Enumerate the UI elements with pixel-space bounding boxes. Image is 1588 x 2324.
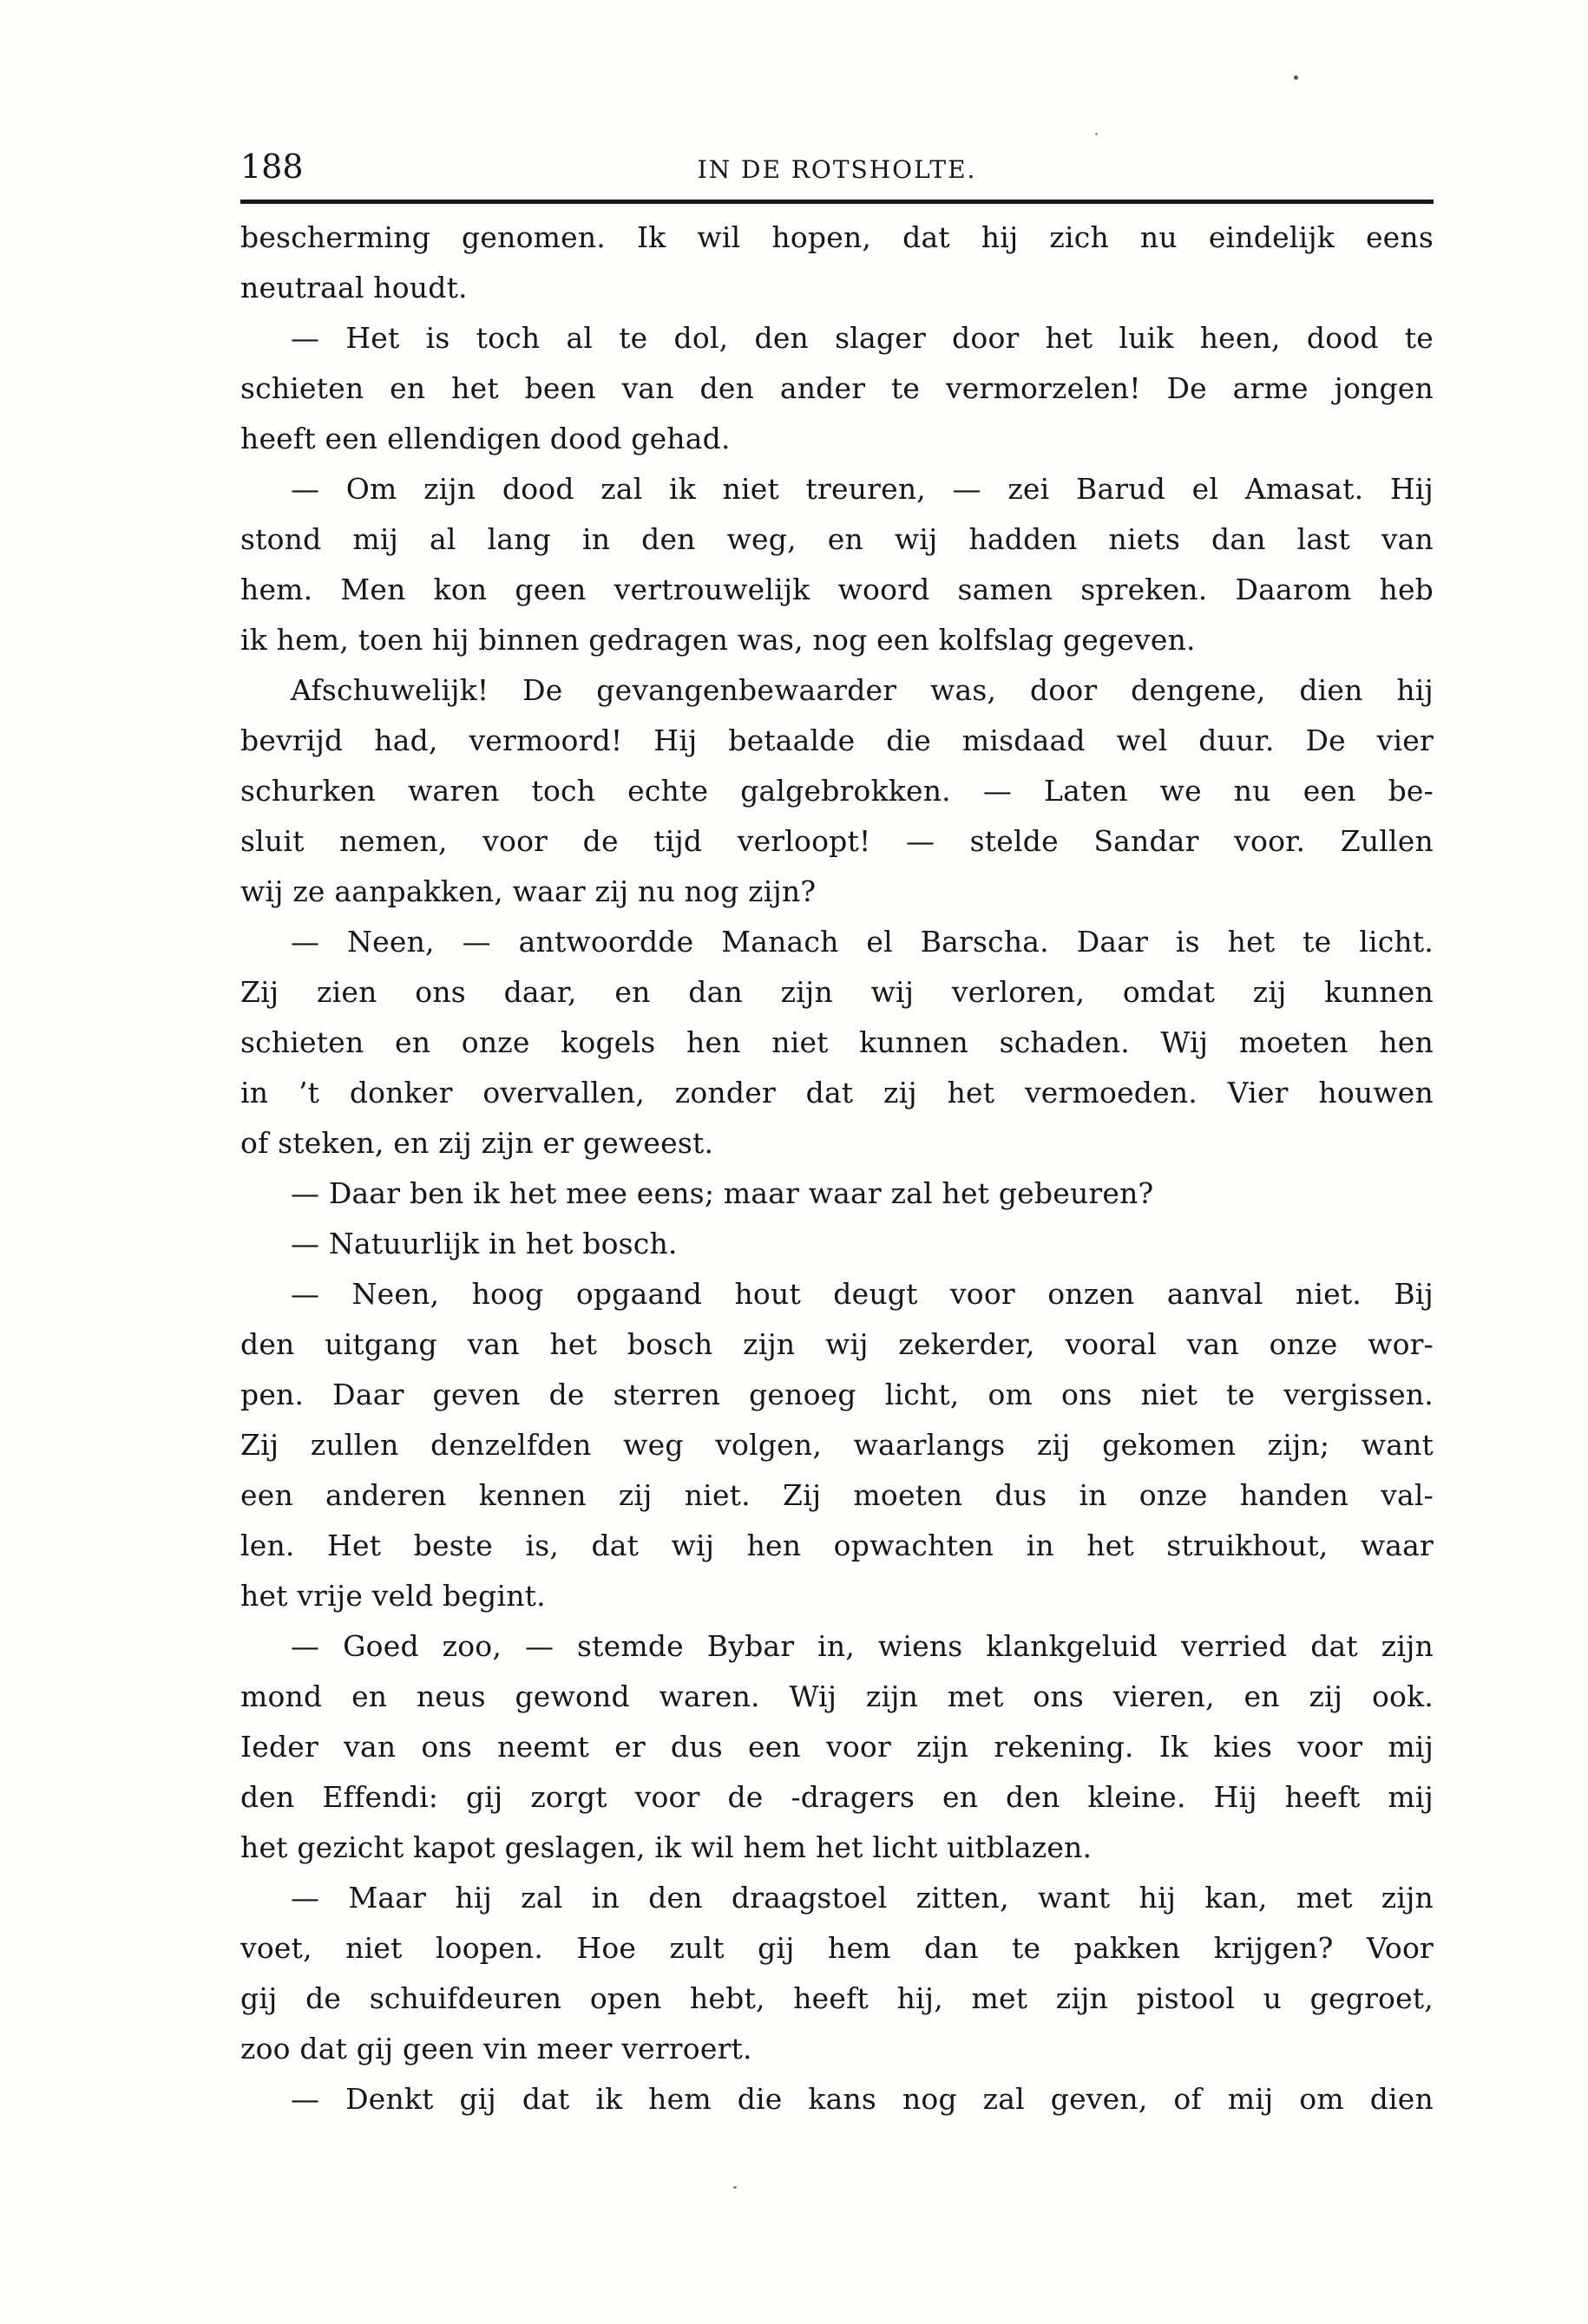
text-line: schurken waren toch echte galgebrokken. — Laten we nu een be- [240, 774, 1434, 808]
text-line: hem. Men kon geen vertrouwelijk woord samen spreken. Daarom heb [240, 573, 1434, 606]
text-line: of steken, en zij zijn er geweest. [240, 1126, 714, 1160]
page-text [240, 213, 1434, 2124]
header-rule [240, 200, 1434, 204]
page-number: 188 [240, 147, 304, 186]
text-line: — Goed zoo, — stemde Bybar in, wiens klankgeluid verried dat zijn [291, 1629, 1434, 1663]
text-line: — Natuurlijk in het bosch. [291, 1227, 678, 1260]
text-line: het gezicht kapot geslagen, ik wil hem het licht uitblazen. [240, 1830, 1093, 1864]
text-line: — Het is toch al te dol, den slager door het luik heen, dood te [291, 321, 1434, 355]
text-line: ik hem, toen hij binnen gedragen was, nog een kolfslag gegeven. [240, 623, 1196, 657]
text-line: het vrije veld begint. [240, 1579, 546, 1613]
text-line: stond mij al lang in den weg, en wij hadden niets dan last van [240, 522, 1434, 556]
text-line: pen. Daar geven de sterren genoeg licht, om ons niet te vergissen. [240, 1378, 1434, 1411]
text-line: — Om zijn dood zal ik niet treuren, — zei Barud el Amasat. Hij [291, 472, 1434, 506]
text-line: in ’t donker overvallen, zonder dat zij het vermoeden. Vier houwen [240, 1076, 1434, 1110]
text-line: gij de schuifdeuren open hebt, heeft hij, met zijn pistool u gegroet, [240, 1981, 1434, 2015]
text-line: Zij zullen denzelfden weg volgen, waarlangs zij gekomen zijn; want [240, 1428, 1434, 1462]
text-line: bescherming genomen. Ik wil hopen, dat hij zich nu eindelijk eens [240, 220, 1434, 254]
ink-speck [1095, 133, 1098, 135]
page-header [240, 147, 1434, 189]
text-line: len. Het beste is, dat wij hen opwachten in het struikhout, waar [240, 1529, 1434, 1562]
text-line: den Effendi: gij zorgt voor de -dragers en den kleine. Hij heeft mij [240, 1780, 1434, 1814]
ink-speck [1294, 75, 1298, 80]
text-line: heeft een ellendigen dood gehad. [240, 422, 731, 455]
text-column [240, 147, 1434, 2124]
running-title: IN DE ROTSHOLTE. [697, 155, 977, 184]
text-line: schieten en onze kogels hen niet kunnen schaden. Wij moeten hen [240, 1025, 1434, 1059]
text-line: — Daar ben ik het mee eens; maar waar zal het gebeuren? [291, 1176, 1154, 1210]
text-line: — Neen, — antwoordde Manach el Barscha. Daar is het te licht. [291, 925, 1434, 959]
text-line: — Denkt gij dat ik hem die kans nog zal geven, of mij om dien [291, 2082, 1434, 2116]
text-line: — Maar hij zal in den draagstoel zitten, want hij kan, met zijn [291, 1881, 1434, 1915]
text-line: schieten en het been van den ander te vermorzelen! De arme jongen [240, 371, 1434, 405]
text-line: — Neen, hoog opgaand hout deugt voor onzen aanval niet. Bij [291, 1277, 1434, 1311]
text-line: mond en neus gewond waren. Wij zijn met ons vieren, en zij ook. [240, 1679, 1434, 1713]
text-line: voet, niet loopen. Hoe zult gij hem dan te pakken krijgen? Voor [240, 1931, 1434, 1965]
text-line: een anderen kennen zij niet. Zij moeten dus in onze handen val- [240, 1478, 1434, 1512]
text-line: Ieder van ons neemt er dus een voor zijn rekening. Ik kies voor mij [240, 1730, 1434, 1764]
text-line: Afschuwelijk! De gevangenbewaarder was, door dengene, dien hij [291, 673, 1434, 707]
text-line: bevrijd had, vermoord! Hij betaalde die misdaad wel duur. De vier [240, 723, 1434, 757]
text-line: sluit nemen, voor de tijd verloopt! — stelde Sandar voor. Zullen [240, 824, 1434, 858]
text-line: den uitgang van het bosch zijn wij zekerder, vooral van onze wor- [240, 1327, 1434, 1361]
text-line: zoo dat gij geen vin meer verroert. [240, 2032, 752, 2065]
ink-speck [733, 2186, 737, 2189]
text-line: Zij zien ons daar, en dan zijn wij verloren, omdat zij kunnen [240, 975, 1434, 1009]
text-line: neutraal houdt. [240, 271, 468, 304]
text-line: wij ze aanpakken, waar zij nu nog zijn? [240, 874, 817, 908]
